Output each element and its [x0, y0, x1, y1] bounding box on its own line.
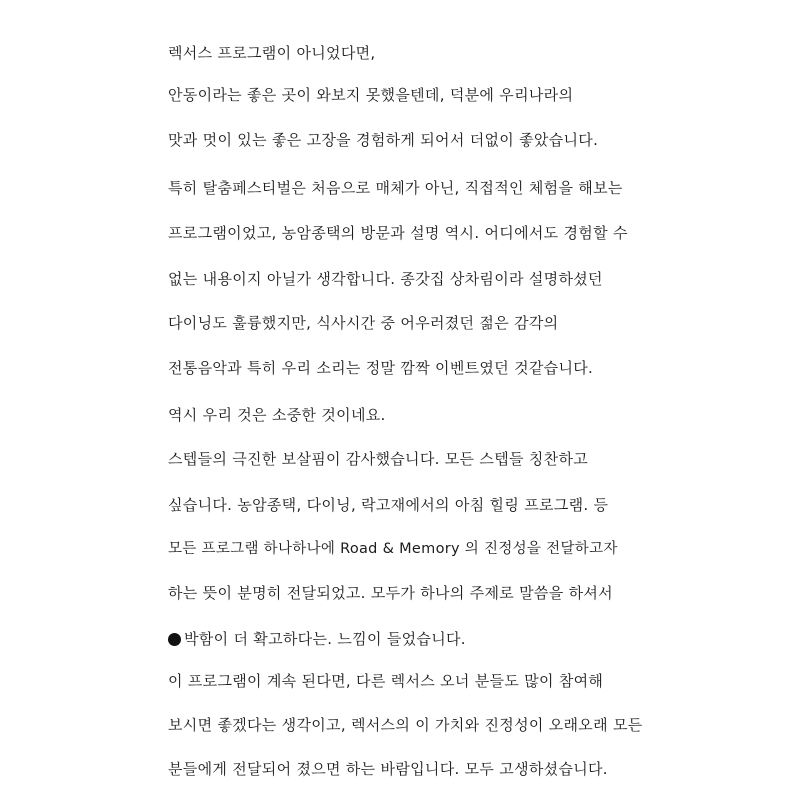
letter-line-14-text: 박함이 더 확고하다는. 느낌이 들었습니다. [184, 630, 466, 648]
letter-line-16: 보시면 좋겠다는 생각이고, 렉서스의 이 가치와 진정성이 오래오래 모든 [168, 716, 643, 734]
letter-line-4: 특히 탈춤페스티벌은 처음으로 매체가 아닌, 직접적인 체험을 해보는 [168, 179, 623, 197]
letter-line-3: 맛과 멋이 있는 좋은 고장을 경험하게 되어서 더없이 좋았습니다. [168, 131, 599, 149]
letter-line-7: 다이닝도 훌륭했지만, 식사시간 중 어우러졌던 젊은 감각의 [168, 314, 559, 332]
ink-blot-mark [168, 633, 181, 646]
letter-line-8: 전통음악과 특히 우리 소리는 정말 깜짝 이벤트였던 것같습니다. [168, 359, 594, 377]
letter-line-5: 프로그램이었고, 농암종택의 방문과 설명 역시. 어디에서도 경험할 수 [168, 224, 628, 242]
letter-line-2: 안동이라는 좋은 곳이 와보지 못했을텐데, 덕분에 우리나라의 [168, 86, 574, 104]
letter-line-1: 렉서스 프로그램이 아니었다면, [168, 44, 376, 62]
letter-line-10: 스텝들의 극진한 보살핌이 감사했습니다. 모든 스텝들 칭찬하고 [168, 450, 589, 468]
letter-line-6: 없는 내용이지 아닐가 생각합니다. 종갓집 상차림이라 설명하셨던 [168, 270, 603, 288]
letter-line-9: 역시 우리 것은 소중한 것이네요. [168, 406, 386, 424]
letter-line-12: 모든 프로그램 하나하나에 Road & Memory 의 진정성을 전달하고자 [168, 541, 618, 557]
letter-line-15: 이 프로그램이 계속 된다면, 다른 렉서스 오너 분들도 많이 참여해 [168, 672, 604, 690]
letter-line-13: 하는 뜻이 분명히 전달되었고. 모두가 하나의 주제로 말씀을 하셔서 [168, 584, 613, 602]
letter-line-17: 분들에게 전달되어 졌으면 하는 바람입니다. 모두 고생하셨습니다. [168, 760, 608, 778]
letter-line-11: 싶습니다. 농암종택, 다이닝, 락고재에서의 아침 힐링 프로그램. 등 [168, 496, 609, 514]
letter-line-14 [168, 624, 466, 654]
